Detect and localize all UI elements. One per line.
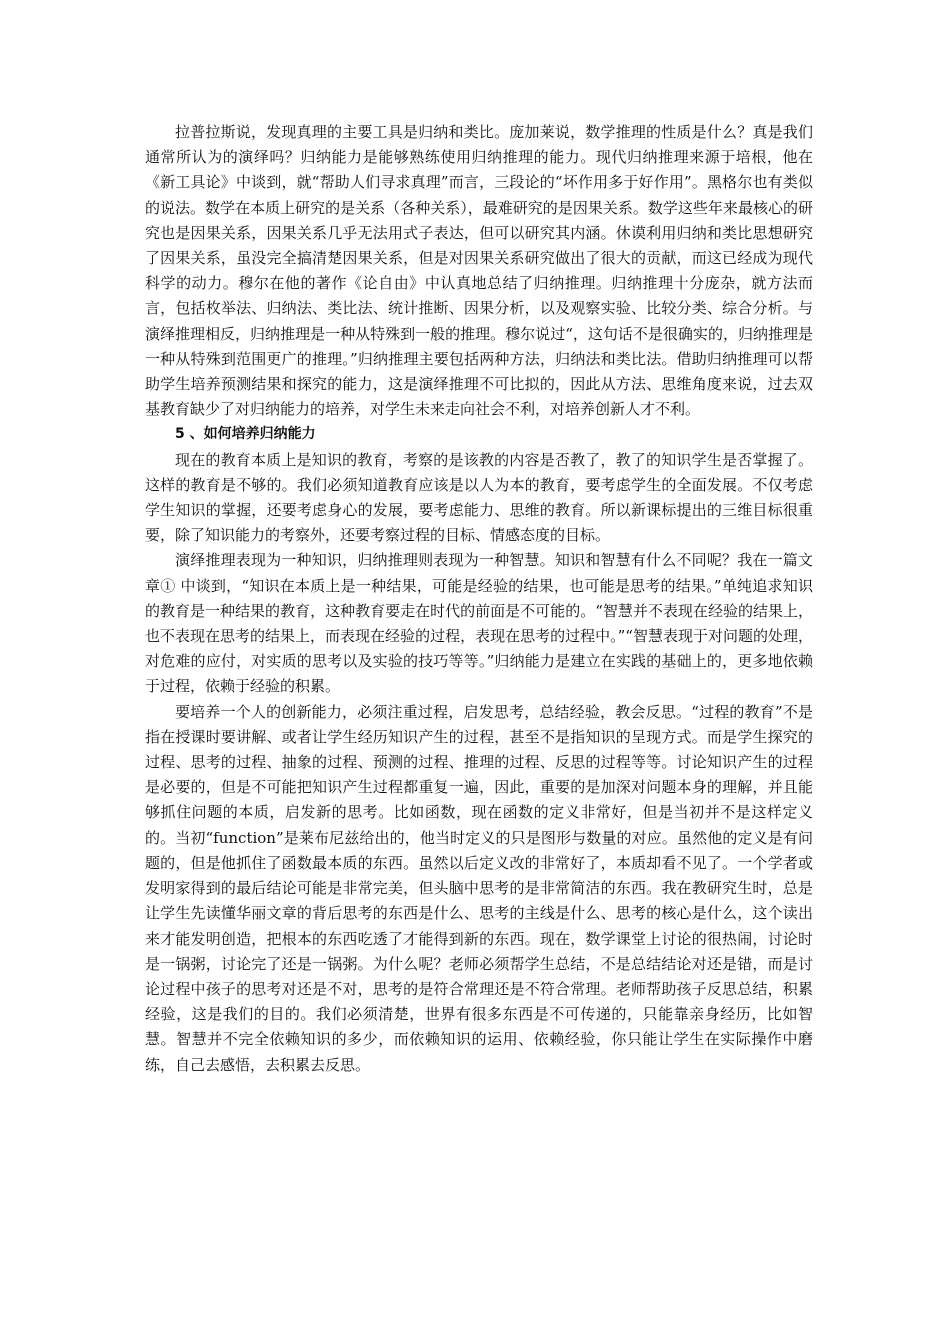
paragraph-induction-history: 拉普拉斯说，发现真理的主要工具是归纳和类比。庞加莱说，数学推理的性质是什么？真是我们通常所认为的演绎吗？归纳能力是能够熟练使用归纳推理的能力。现代归纳推理来源于培根，他在《新工具论》中谈到，就“帮助人们寻求真理”而言，三段论的“坏作用多于好作用”。黑格尔也有类似的说法。数学在本质上研究的是关系（各种关系），最难研究的是因果关系。数学这些年来最核心的研究也是因果关系，因果关系几乎无法用式子表达，但可以研究其内涵。休谟利用归纳和类比思想研究了因果关系，虽没完全搞清楚因果关系，但是对因果关系研究做出了很大的贡献，而这已经成为现代科学的动力。穆尔在他的著作《论自由》中认真地总结了归纳推理。归纳推理十分庞杂，就方法而言，包括枚举法、归纳法、类比法、统计推断、因果分析，以及观察实验、比较分类、综合分析。与演绎推理相反，归纳推理是一种从特殊到一般的推理。穆尔说过“，这句话不是很确实的，归纳推理是一种从特殊到范围更广的推理。”归纳推理主要包括两种方法，归纳法和类比法。借助归纳推理可以帮助学生培养预测结果和探究的能力，这是演绎推理不可比拟的，因此从方法、思维角度来说，过去双基教育缺少了对归纳能力的培养，对学生未来走向社会不利，对培养创新人才不利。 — [145, 123, 813, 419]
paragraph-process-education: 要培养一个人的创新能力，必须注重过程，启发思考，总结经验，教会反思。“过程的教育”不是指在授课时要讲解、或者让学生经历知识产生的过程，甚至不是指知识的呈现方式。而是学生探究的过程、思考的过程、抽象的过程、预测的过程、推理的过程、反思的过程等等。讨论知识产生的过程是必要的，但是不可能把知识产生过程都重复一遍，因此，重要的是加深对问题本身的理解，并且能够抓住问题的本质，启发新的思考。比如函数，现在函数的定义非常好，但是当初并不是这样定义的。当初“function”是莱布尼兹给出的，他当时定义的只是图形与数量的对应。虽然他的定义是有问题的，但是他抓住了函数最本质的东西。虽然以后定义改的非常好了，本质却看不见了。一个学者或发明家得到的最后结论可能是非常完美，但头脑中思考的是非常简洁的东西。我在教研究生时，总是让学生先读懂华丽文章的背后思考的东西是什么、思考的主线是什么、思考的核心是什么，这个读出来才能发明创造，把根本的东西吃透了才能得到新的东西。现在，数学课堂上讨论的很热闹，讨论时是一锅粥，讨论完了还是一锅粥。为什么呢？老师必须帮学生总结，不是总结结论对还是错，而是讨论过程中孩子的思考对还是不对，思考的是符合常理还是不符合常理。老师帮助孩子反思总结，积累经验，这是我们的目的。我们必须清楚，世界有很多东西是不可传递的，只能靠亲身经历，比如智慧。智慧并不完全依赖知识的多少，而依赖知识的运用、依赖经验，你只能让学生在实际操作中磨练，自己去感悟，去积累去反思。 — [145, 702, 813, 1074]
paragraph-knowledge-wisdom: 演绎推理表现为一种知识，归纳推理则表现为一种智慧。知识和智慧有什么不同呢？我在一篇文章① 中谈到，“知识在本质上是一种结果，可能是经验的结果，也可能是思考的结果。”单纯追求知识的教育是一种结果的教育，这种教育要走在时代的前面是不可能的。“智慧并不表现在经验的结果上，也不表现在思考的结果上，而表现在经验的过程，表现在思考的过程中。”“智慧表现于对问题的处理，对危难的应付，对实质的思考以及实验的技巧等等。”归纳能力是建立在实践的基础上的，更多地依赖于过程，依赖于经验的积累。 — [145, 551, 813, 696]
paragraph-education-nature: 现在的教育本质上是知识的教育，考察的是该教的内容是否教了，教了的知识学生是否掌握了。这样的教育是不够的。我们必须知道教育应该是以人为本的教育，要考虑学生的全面发展。不仅考虑学生知识的掌握，还要考虑身心的发展，要考虑能力、思维的教育。所以新课标提出的三维目标很重要，除了知识能力的考察外，还要考察过程的目标、情感态度的目标。 — [145, 450, 813, 545]
document-page — [145, 120, 813, 1078]
section-heading: 5 、如何培养归纳能力 — [175, 426, 316, 443]
